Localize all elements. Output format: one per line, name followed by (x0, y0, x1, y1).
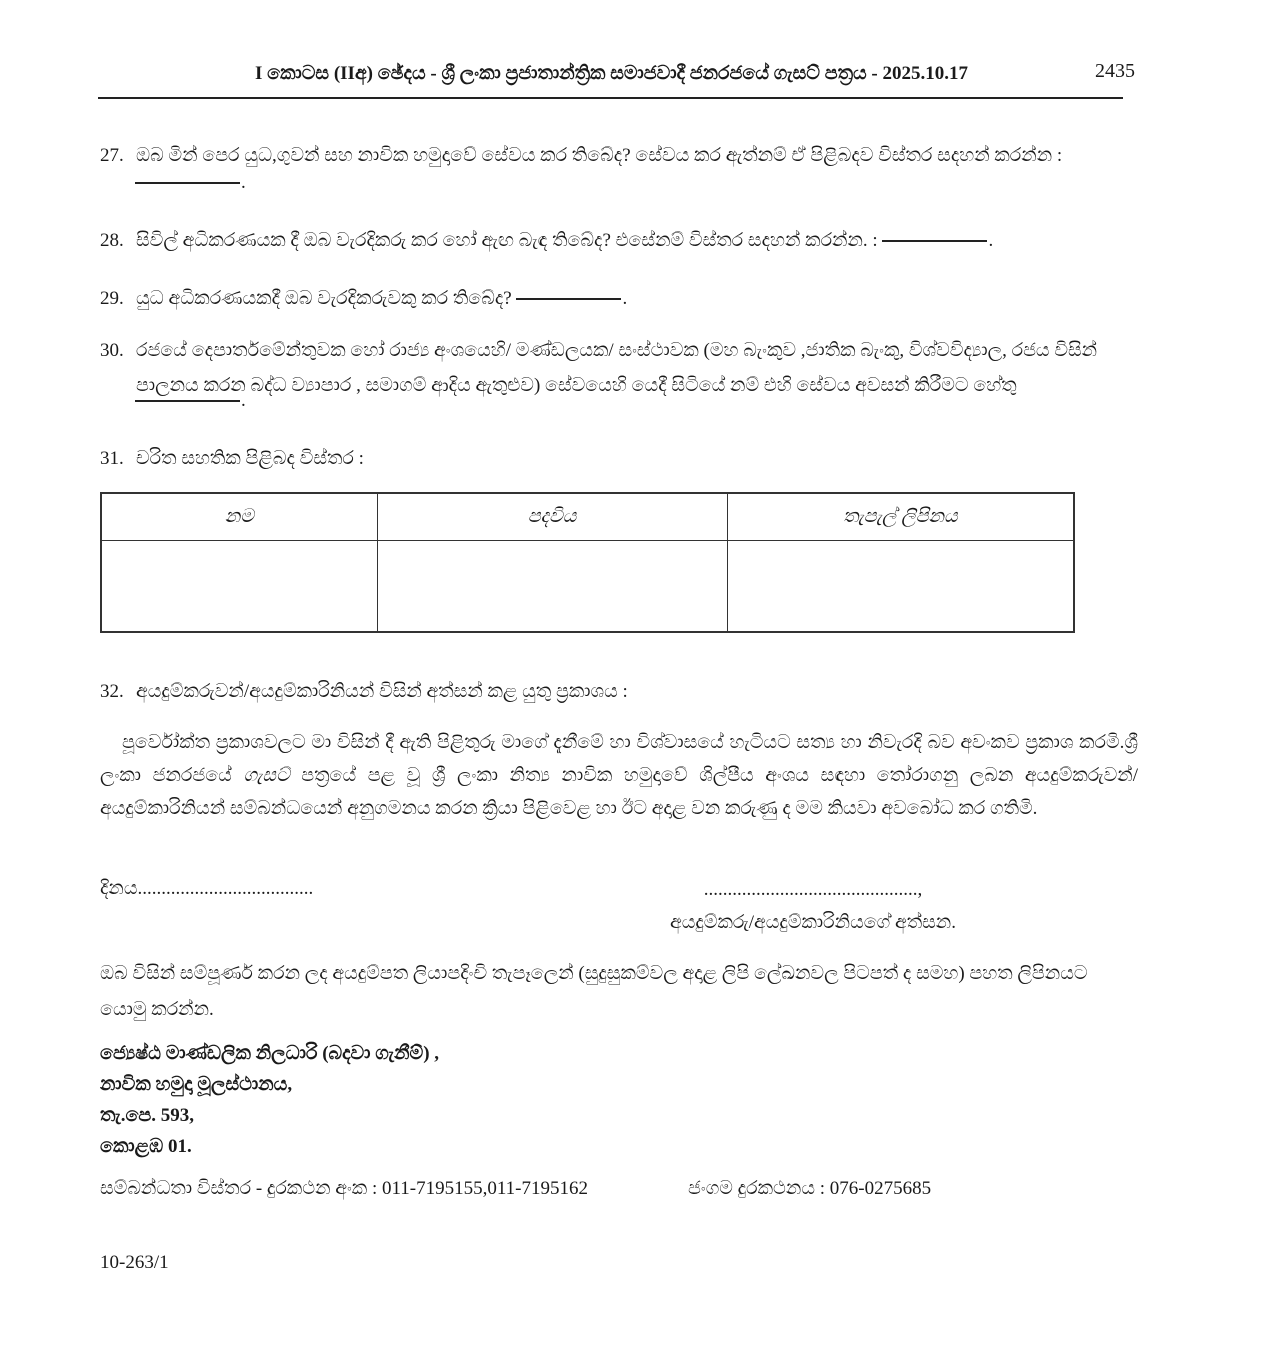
character-certificate-table (100, 492, 1075, 633)
question-29-text: යුධ අධිකරණයකදී ඔබ වැරදිකරුවකු කර තිබේද? . (136, 288, 628, 309)
question-31-text: චරිත සහතික පිළිබද විස්තර : (136, 448, 364, 469)
question-32 (100, 676, 1138, 707)
question-30-text: රජයේ දෙපාර්තමේන්තුවක හෝ රාජ්‍ය අංශයෙහි/ මණ්ඩලයක/ සංස්ථාවක (මහ බැංකුව ,ජාතික බැංකු, විශ්වවිද්‍යාල, රජය විසින් පාලනය කරන බද්ධ ව්‍යාපාර , සමාගම් ආදිය ඇතුළුව) සේවයෙහි යෙදී සිටියේ නම් එහි සේවය අවසන් කිරීමට හේතු (136, 340, 1098, 396)
declaration-part1: පූර්වෝක්ත ප්‍රකාශවලට මා විසින් දී ඇති පිළිතුරු මාගේ දැනීමේ හා විශ්වාසයේ හැටියට සත්‍ය හා නිවැරදි බව අවංකව ප්‍රකාශ කරමි.ශ්‍රී ලංකා ජනරජයේ (100, 732, 1138, 786)
declaration-part2: පත්‍රයේ පළ වූ ශ්‍රී ලංකා නිත්‍ය නාවික හමුදාවේ ශිල්පීය අංශය සඳහා තෝරාගනු ලබන අයදුම්කරුවන්/අයදුම්කාරිනියන් සම්බන්ධයෙන් අනුගමනය කරන ක්‍රියා පිළිවෙළ හා ඊට අදාළ වන කරුණු ද මම කියවා අවබෝධ කර ගතිමි. (100, 765, 1138, 819)
address-line-1: ජ්‍යෙෂ්ඨ මාණ්ඩලික නිලධාරි (බදවා ගැනීම්) , (100, 1043, 440, 1064)
mobile-contact (688, 1178, 931, 1200)
question-29 (100, 283, 1138, 314)
question-28-number: 28. (100, 230, 124, 251)
table-row (101, 541, 1074, 633)
table-header-name: නම (101, 493, 377, 541)
answer-blank-line (135, 400, 240, 402)
posting-note: ඔබ විසින් සම්පූර්ණ කරන ලද අයදුම්පත ලියාපදිංචි තැපෑලෙන් (සුදුසුකම්වල අදාළ ලිපි ලේඛනවල පිටපත් ද සමහ) පහත ලිපිනයට යොමු කරන්න. (100, 963, 1088, 1020)
header-rule (98, 97, 1123, 99)
question-27-text: ඔබ මින් පෙර යුධ,ගුවන් සහ නාවික හමුදාවේ සේවය කර තිබේද? සේවය කර ඇත්නම් ඒ පිළිබදව විස්තර සදහන් කරන්න : (136, 145, 1063, 166)
date-field (100, 878, 313, 900)
question-27-number: 27. (100, 145, 124, 166)
blank-period: . (241, 172, 246, 193)
address-line-4: කොළඹ 01. (100, 1136, 192, 1157)
mobile-label: ජංගම දුරකථනය : (688, 1178, 830, 1199)
signature-label: අයදුම්කරු/අයදුම්කාරිනියගේ අත්සන. (669, 912, 956, 933)
blank-period: . (241, 390, 246, 411)
table-cell-name[interactable] (101, 541, 377, 633)
question-28-text: සිවිල් අධිකරණයක දී ඔබ වැරදිකරු කර හෝ ඇඟ බැඳ තිබේද? එසේනම් විස්තර සදහන් කරන්න. : . (136, 230, 994, 251)
answer-blank-line (516, 298, 621, 300)
contact-details (100, 1178, 588, 1200)
question-30-answer (135, 390, 246, 412)
contact-phone-numbers: 011-7195155,011-7195162 (382, 1178, 589, 1199)
contact-label: සම්බන්ධතා විස්තර - දුරකථන අංක : (100, 1178, 383, 1199)
question-31-number: 31. (100, 448, 124, 469)
answer-blank-line (882, 240, 987, 242)
declaration-italic-word: ගැසට් (243, 765, 290, 786)
table-cell-postal-address[interactable] (727, 541, 1074, 633)
date-label: දිනය (100, 878, 138, 899)
question-27-answer (135, 172, 246, 194)
address-line-3: තැ.පෙ. 593, (100, 1105, 195, 1126)
blank-period: . (622, 288, 628, 309)
question-28 (100, 225, 1138, 256)
mobile-number: 076-0275685 (829, 1178, 932, 1199)
date-dotted-line[interactable]: ..................................... (137, 878, 314, 899)
table-header-position: පදවිය (377, 493, 727, 541)
question-30-number: 30. (100, 340, 124, 361)
blank-period: . (988, 230, 994, 251)
page-number: 2435 (1095, 60, 1135, 82)
question-32-text: අයදුම්කරුවන්/අයදුම්කාරිනියන් විසින් අත්සන් කළ යුතු ප්‍රකාශය : (136, 681, 628, 702)
address-line-2: නාවික හමුදා මූලස්ථානය, (100, 1074, 293, 1095)
question-31 (100, 443, 1138, 474)
table-cell-position[interactable] (377, 541, 727, 633)
answer-blank-line (135, 182, 240, 184)
gazette-title: I කොටස (IIඅ) ඡේදය - ශ්‍රී ලංකා ප්‍රජාතාන්ත්‍රික සමාජවාදී ජනරජයේ ගැසට් පත්‍රය - (255, 63, 883, 84)
question-29-number: 29. (100, 288, 124, 309)
question-30 (100, 333, 1138, 403)
address-block (100, 1038, 439, 1162)
table-header-postal-address: තැපැල් ලිපිනය (727, 493, 1074, 541)
table-header-row (101, 493, 1074, 541)
gazette-date: 2025.10.17 (882, 63, 968, 84)
declaration-paragraph (100, 726, 1138, 825)
signature-dotted-line[interactable]: ............................................., (703, 879, 923, 900)
question-27 (100, 140, 1138, 171)
page-header (98, 63, 1125, 85)
signature-field (648, 873, 978, 939)
question-32-number: 32. (100, 681, 124, 702)
gazette-reference-number: 10-263/1 (100, 1252, 169, 1273)
